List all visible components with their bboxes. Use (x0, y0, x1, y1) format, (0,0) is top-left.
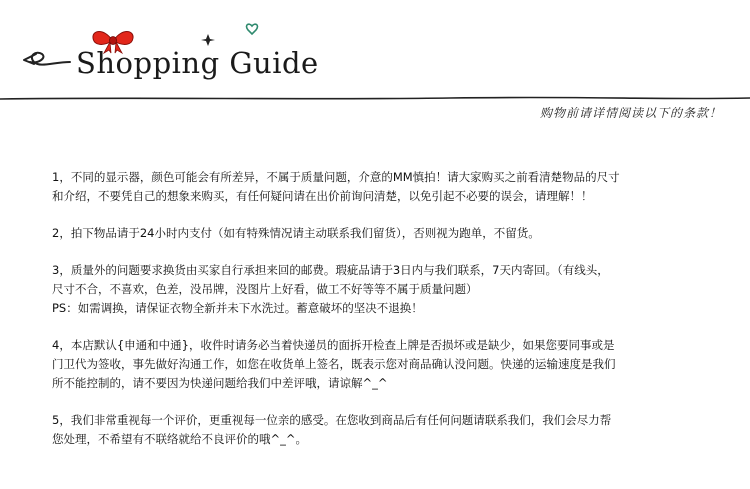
term-line: 5，我们非常重视每一个评价，更重视每一位亲的感受。在您收到商品后有任何问题请联系我们，我们会尽力帮 (52, 413, 612, 427)
term-line: 4，本店默认{申通和中通}，收件时请务必当着快递员的面拆开检查上牌是否损坏或是缺少，如果您要同事或是 (52, 338, 615, 352)
header (0, 0, 750, 120)
term-line: 2，拍下物品请于24小时内支付（如有特殊情况请主动联系我们留货），否则视为跑单，不留货。 (52, 226, 540, 240)
term-line: 所不能控制的，请不要因为快递问题给我们中差评哦，请谅解^_^ (52, 376, 388, 390)
term-item-4 (52, 336, 702, 393)
curly-arrow-icon (14, 40, 74, 80)
term-line: 尺寸不合，不喜欢，色差，没吊牌，没图片上好看，做工不好等等不属于质量问题） (52, 282, 478, 296)
term-line: 您处理，不希望有不联络就给不良评价的哦^_^。 (52, 432, 308, 446)
term-item-1 (52, 168, 702, 206)
term-line: 门卫代为签收，事先做好沟通工作，如您在收货单上签名，既表示您对商品确认没问题。快递的运输速度是我们 (52, 357, 616, 371)
term-line: PS：如需调换，请保证衣物全新并未下水洗过。蓄意破坏的坚决不退换！ (52, 301, 423, 315)
header-divider (0, 96, 750, 102)
page-subtitle: 购物前请详情阅读以下的条款！ (539, 106, 722, 120)
term-line: 和介绍，不要凭自己的想象来购买，有任何疑问请在出价前询问清楚，以免引起不必要的误会，请理解！！ (52, 189, 593, 203)
term-line: 3，质量外的问题要求换货由买家自行承担来回的邮费。瑕疵品请于3日内与我们联系，7天内寄回。（有线头， (52, 263, 609, 277)
term-item-2 (52, 224, 702, 243)
term-item-5 (52, 411, 702, 449)
terms-list (52, 168, 702, 467)
page-title: Shopping Guide (76, 46, 319, 80)
term-line: 1，不同的显示器，颜色可能会有所差异，不属于质量问题，介意的MM慎拍！请大家购买之前看清楚物品的尺寸 (52, 170, 620, 184)
term-item-3 (52, 261, 702, 318)
